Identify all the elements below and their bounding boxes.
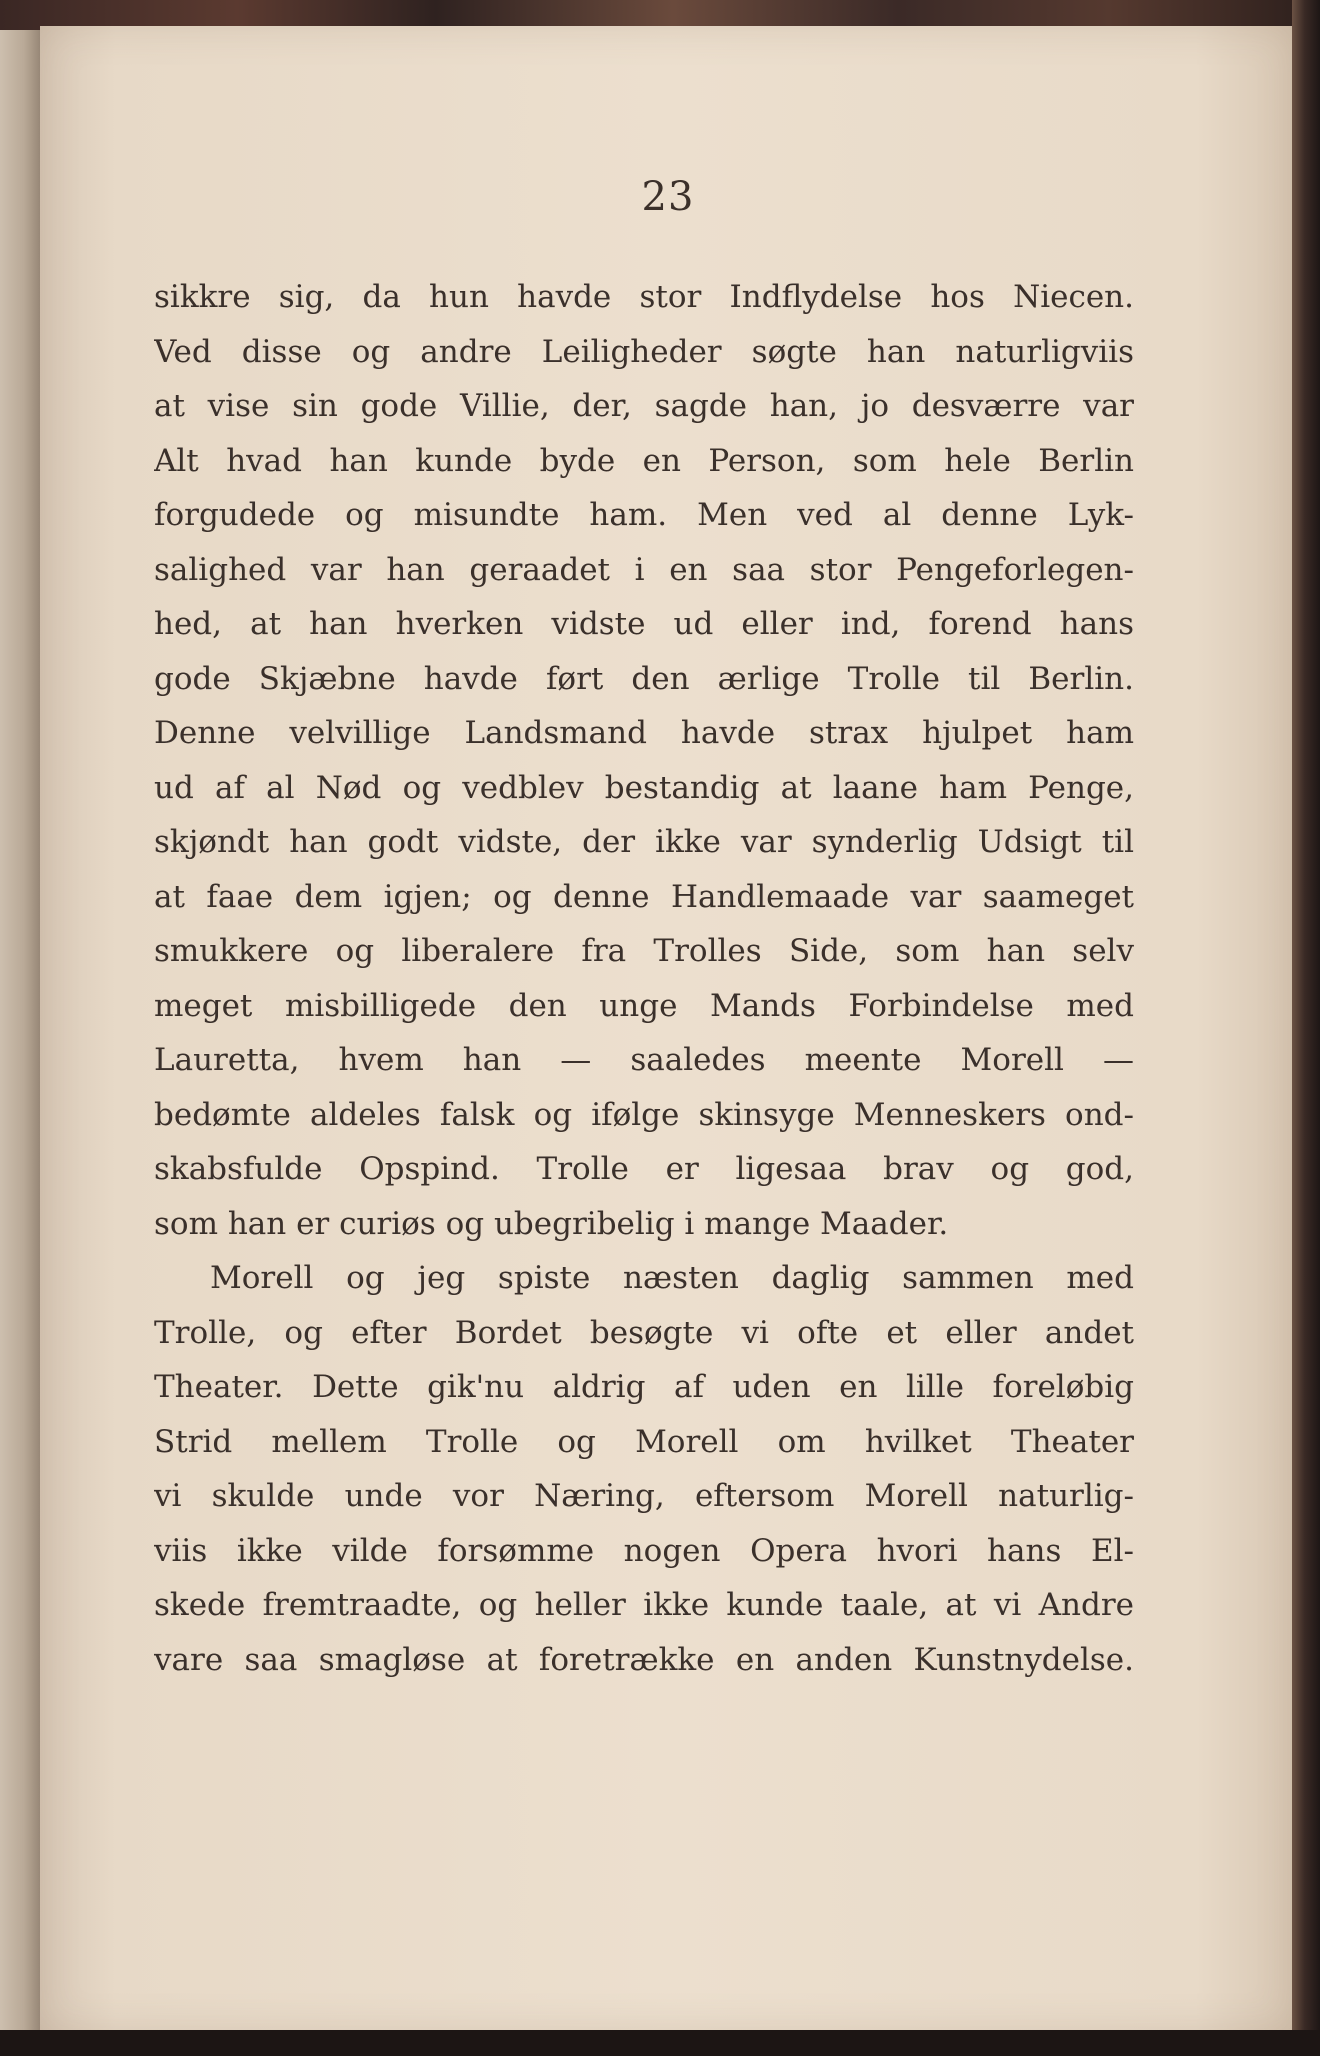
text-line: forgudede og misundte ham. Men ved al denne Lyk-	[154, 497, 1134, 533]
text-line: viis ikke vilde forsømme nogen Opera hvori hans El-	[154, 1532, 1134, 1569]
text-line: Denne velvillige Landsmand havde strax hjulpet ham	[154, 715, 1134, 751]
text-line: skabsfulde Opspind. Trolle er ligesaa brav og god,	[154, 1151, 1134, 1187]
text-line: meget misbilligede den unge Mands Forbindelse med	[154, 987, 1134, 1024]
text-line: som han er curiøs og ubegribelig i mange Maader.	[154, 1205, 949, 1242]
text-line: vare saa smagløse at foretrække en anden Kunstnydelse.	[154, 1641, 1134, 1678]
text-line: smukkere og liberalere fra Trolles Side, som han selv	[154, 933, 1134, 969]
text-line: Ved disse og andre Leiligheder søgte han naturligviis	[154, 333, 1134, 370]
text-line: bedømte aldeles falsk og ifølge skinsyge Menneskers ond-	[154, 1096, 1134, 1133]
text-line: Trolle, og efter Bordet besøgte vi ofte et eller andet	[154, 1314, 1134, 1351]
text-line: Strid mellem Trolle og Morell om hvilket Theater	[154, 1423, 1134, 1460]
text-line: hed, at han hverken vidste ud eller ind, forend hans	[154, 606, 1134, 642]
text-line: skjøndt han godt vidste, der ikke var synderlig Udsigt til	[154, 824, 1134, 860]
text-line: Lauretta, hvem han — saaledes meente Morell —	[154, 1042, 1134, 1078]
body-text	[154, 270, 1134, 1687]
page-sheet	[40, 26, 1296, 2032]
text-line: ud af al Nød og vedblev bestandig at laane ham Penge,	[154, 769, 1134, 806]
book-gutter	[0, 30, 44, 2030]
text-line: Morell og jeg spiste næsten daglig sammen med	[210, 1260, 1134, 1296]
text-line: Alt hvad han kunde byde en Person, som hele Berlin	[154, 442, 1134, 479]
text-line: gode Skjæbne havde ført den ærlige Trolle til Berlin.	[154, 660, 1134, 697]
text-line: vi skulde unde vor Næring, eftersom Morell naturlig-	[154, 1478, 1134, 1514]
text-line: at faae dem igjen; og denne Handlemaade var saameget	[154, 878, 1134, 915]
text-line: at vise sin gode Villie, der, sagde han, jo desværre var	[154, 388, 1134, 424]
text-line: salighed var han geraadet i en saa stor Pengeforlegen-	[154, 551, 1134, 588]
book-edge-right	[1292, 0, 1320, 2056]
book-binding-bottom	[0, 2030, 1320, 2056]
text-line: skede fremtraadte, og heller ikke kunde taale, at vi Andre	[154, 1587, 1134, 1623]
text-line: sikkre sig, da hun havde stor Indflydelse hos Niecen.	[154, 279, 1134, 315]
text-line: Theater. Dette gik'nu aldrig af uden en lille foreløbig	[154, 1369, 1134, 1405]
page-number: 23	[641, 174, 695, 220]
